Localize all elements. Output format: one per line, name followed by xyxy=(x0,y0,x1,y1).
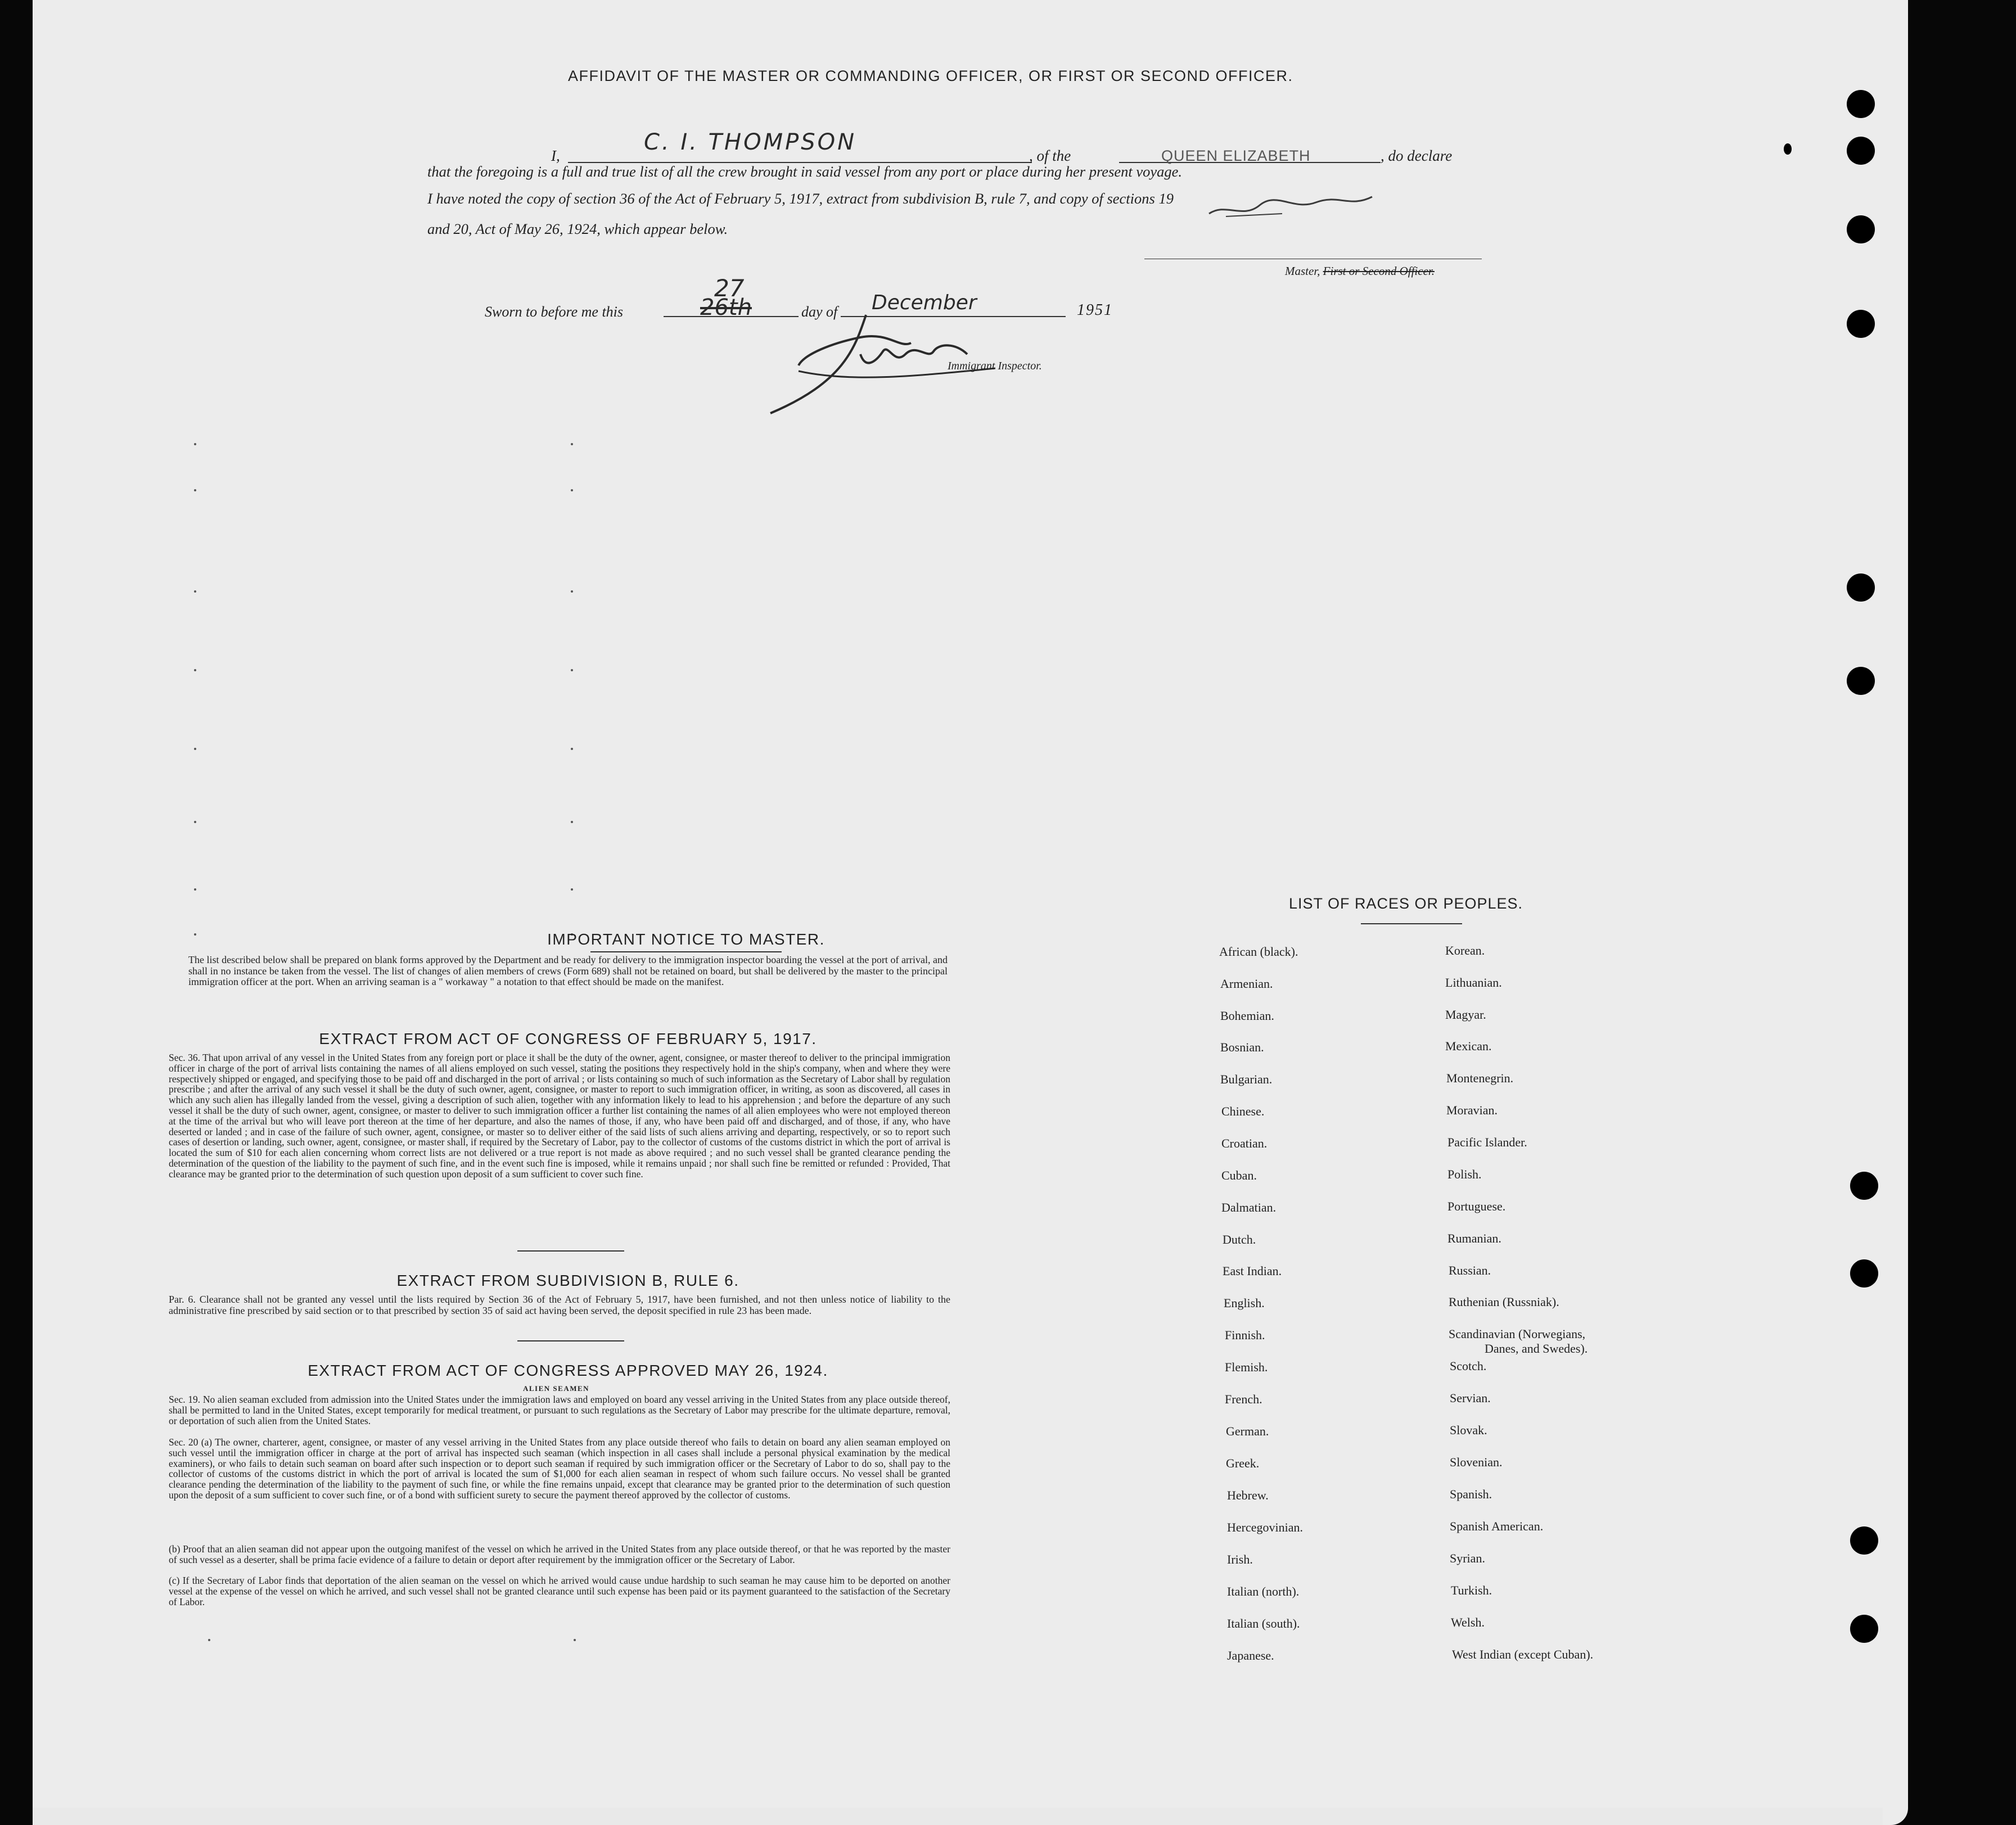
vessel-name: QUEEN ELIZABETH xyxy=(1161,147,1311,164)
master-caption xyxy=(1285,264,1435,278)
race-item: Magyar. xyxy=(1445,1008,1486,1022)
race-item: Slovak. xyxy=(1450,1423,1487,1437)
affidavit-line-2: that the foregoing is a full and true list of all the crew brought in said vessel from any port or place during her present voyage. xyxy=(427,163,1183,180)
document-sheet-edge xyxy=(33,1808,1883,1825)
guide-dot xyxy=(571,821,573,823)
affidavit-title: AFFIDAVIT OF THE MASTER OR COMMANDING OFFICER, OR FIRST OR SECOND OFFICER. xyxy=(568,67,1293,84)
race-item: Slovenian. xyxy=(1450,1455,1503,1469)
notice-heading-rule xyxy=(590,951,782,952)
race-item-continuation: Danes, and Swedes). xyxy=(1485,1341,1588,1356)
guide-dot xyxy=(571,888,573,891)
affidavit-of-the: , of the xyxy=(1029,147,1071,164)
extract-1924-sec20a: Sec. 20 (a) The owner, charterer, agent, consignee, or master of any vessel arriving in the United States from any place outside thereof who fails to detain on board any alien seaman employed on such vessel until the immigration officer in charge at the port of arrival has inspected such seaman (which inspection in all cases shall include a personal physical examination by the medical examiners), or who fails to detain such seaman on board after such inspection or to deport such seaman if required by such immigration officer or the Secretary of Labor to do so, shall pay to the collector of customs of the customs district in which the port of arrival is located the sum of $1,000 for each alien seaman in respect of whom such failure occurs. No vessel shall be granted clearance pending the determination of the liability to the payment of such fine, or while the fine remains unpaid, except that clearance may be granted prior to the determination of such question upon the deposit of a sum sufficient to cover such fine, or of a bond with sufficient surety to secure the payment thereof approved by the collector of customs. xyxy=(169,1436,950,1501)
affidavit-line-4: and 20, Act of May 26, 1924, which appear below. xyxy=(427,220,728,237)
punch-hole xyxy=(1847,137,1875,165)
master-name: C. I. THOMPSON xyxy=(644,129,857,155)
punch-hole xyxy=(1850,1526,1878,1555)
extract-1924-sec20c: (c) If the Secretary of Labor finds that deportation of the alien seaman on the vessel on which he arrived would cause undue hardship to such seaman he may cause him to be deported on another vessel at the expense of the vessel on which he arrived, and such vessel shall not be granted clearance until such expense has been paid or its payment guaranteed to the satisfaction of the Secretary of Labor. xyxy=(169,1575,950,1607)
race-item: Dutch. xyxy=(1223,1232,1256,1246)
race-item: Turkish. xyxy=(1451,1583,1492,1597)
guide-dot xyxy=(571,748,573,750)
race-item: Rumanian. xyxy=(1447,1231,1501,1245)
race-item: Hebrew. xyxy=(1227,1488,1269,1502)
sworn-month: December xyxy=(872,291,977,314)
master-caption-label: Master, xyxy=(1285,264,1320,278)
extract-1917-heading: EXTRACT FROM ACT OF CONGRESS OF FEBRUARY 5, 1917. xyxy=(319,1030,817,1047)
race-item: Japanese. xyxy=(1227,1648,1274,1663)
extract-1924-sec19: Sec. 19. No alien seaman excluded from admission into the United States under the immigration laws and employed on board any vessel arriving in the United States from any place outside thereof, shall be permitted to land in the United States, except temporarily for medical treatment, or pursuant to such regulations as the Secretary of Labor may prescribe for the ultimate departure, removal, or deportation of such alien from the United States. xyxy=(169,1394,950,1426)
race-item: Welsh. xyxy=(1451,1615,1485,1629)
punch-hole xyxy=(1850,1259,1878,1288)
ink-mark xyxy=(1784,143,1792,155)
race-item: Polish. xyxy=(1447,1167,1482,1181)
extract-1924-sec20b: (b) Proof that an alien seaman did not appear upon the outgoing manifest of the vessel on which he arrived in the United States from any place outside thereof, or that he was reported by the master of such vessel as a deserter, shall be prima facie evidence of a failure to detain or deport after requirement by the immigration officer or the Secretary of Labor. xyxy=(169,1543,950,1565)
guide-dot xyxy=(571,489,573,491)
race-item: Ruthenian (Russniak). xyxy=(1449,1295,1559,1309)
subdivision-body: Par. 6. Clearance shall not be granted any vessel until the lists required by Section 36 of the Act of February 5, 1917, have been furnished, and not then unless notice of liability to the administrative fine prescribed by said section or to that prescribed by section 35 of said act having been served, the deposit specified in rule 23 has been made. xyxy=(169,1294,950,1316)
guide-dot xyxy=(194,888,196,891)
race-item: African (black). xyxy=(1219,945,1298,959)
affidavit-do-declare: , do declare xyxy=(1381,147,1453,164)
race-item: Bulgarian. xyxy=(1220,1072,1273,1086)
punch-hole xyxy=(1847,667,1875,695)
race-item: Scandinavian (Norwegians, xyxy=(1449,1327,1586,1341)
race-item: Scotch. xyxy=(1450,1359,1487,1373)
affidavit-i-label: I, xyxy=(551,147,560,164)
race-item: Bohemian. xyxy=(1220,1009,1274,1023)
sworn-day-struck: 26th xyxy=(700,295,752,320)
guide-dot xyxy=(194,590,196,593)
race-item: East Indian. xyxy=(1223,1264,1282,1278)
race-item: Irish. xyxy=(1227,1552,1253,1566)
guide-dot xyxy=(571,590,573,593)
punch-hole xyxy=(1847,90,1875,118)
alien-seamen-subheading: ALIEN SEAMEN xyxy=(523,1384,590,1393)
race-item: Moravian. xyxy=(1446,1103,1498,1117)
guide-dot xyxy=(194,489,196,491)
punch-hole xyxy=(1850,1615,1878,1643)
race-item: Korean. xyxy=(1445,943,1485,957)
race-item: Italian (north). xyxy=(1227,1584,1300,1598)
race-item: Portuguese. xyxy=(1447,1199,1506,1213)
section-divider xyxy=(517,1250,624,1252)
race-item: Finnish. xyxy=(1225,1328,1265,1342)
race-item: French. xyxy=(1225,1392,1262,1406)
guide-dot xyxy=(194,821,196,823)
race-item: Servian. xyxy=(1450,1391,1491,1405)
extract-1917-body: Sec. 36. That upon arrival of any vessel in the United States from any foreign port or place it shall be the duty of the owner, agent, consignee, or master thereof to deliver to the principal immigration officer in charge of the port of arrival lists containing the names of all aliens employed on such vessel, stating the positions they respectively hold in the ship's company, when and where they were respectively shipped or engaged, and specifying those to be paid off and discharged in the port of arrival ; or lists containing so much of such information as the Secretary of Labor shall by regulation prescribe ; and after the arrival of any such vessel it shall be the duty of such owner, agent, consignee, or master to report to such immigration officer, in writing, as soon as discovered, all cases in which any such alien has illegally landed from the vessel, giving a description of such alien, together with any information likely to lead to his apprehension ; and before the departure of any such vessel it shall be the duty of such owner, agent, consignee, or master to deliver to such immigration officer a further list containing the names of all alien employees who were not employed thereon at the time of the arrival but who will leave port thereon at the time of her departure, and also the names of those, if any, who have been paid off and discharged, and of those, if any, who have deserted or landed ; and in case of the failure of such owner, agent, consignee, or master so to deliver either of the said lists of such aliens arriving and departing, respectively, or so to report such cases of desertion or landing, such owner, agent, consignee, or master shall, if required by the Secretary of Labor, pay to the collector of customs of the customs district in which the port of arrival is located the sum of $10 for each alien concerning whom correct lists are not delivered or a true report is not made as above required ; and no such vessel shall be granted clearance pending the determination of the question of the liability to the payment of such fine, and in the event such fine is imposed, while it remains unpaid ; nor shall such fine be remitted or refunded : Provided, That clearance may be granted prior to the determination of such question upon deposit of a sum sufficient to cover such fine. xyxy=(169,1052,950,1180)
subdivision-heading: EXTRACT FROM SUBDIVISION B, RULE 6. xyxy=(396,1272,739,1289)
guide-dot xyxy=(571,669,573,671)
race-item: Italian (south). xyxy=(1227,1616,1300,1630)
notice-heading: IMPORTANT NOTICE TO MASTER. xyxy=(547,930,825,948)
extract-1924-heading: EXTRACT FROM ACT OF CONGRESS APPROVED MAY 26, 1924. xyxy=(308,1362,828,1379)
race-item: Dalmatian. xyxy=(1221,1200,1277,1214)
guide-dot xyxy=(208,1639,210,1641)
race-item: Spanish American. xyxy=(1450,1519,1544,1533)
race-item: Croatian. xyxy=(1221,1136,1268,1150)
punch-hole xyxy=(1847,215,1875,243)
section-divider xyxy=(517,1340,624,1341)
master-caption-struck: First or Second Officer. xyxy=(1323,264,1435,278)
races-heading-rule xyxy=(1361,923,1462,924)
guide-dot xyxy=(194,748,196,750)
race-item: Spanish. xyxy=(1450,1487,1492,1501)
punch-hole xyxy=(1850,1172,1878,1200)
race-item: Mexican. xyxy=(1445,1039,1492,1053)
punch-hole xyxy=(1847,573,1875,602)
guide-dot xyxy=(574,1639,576,1641)
race-item: Flemish. xyxy=(1225,1360,1268,1374)
race-item: Bosnian. xyxy=(1220,1040,1264,1054)
race-item: Chinese. xyxy=(1221,1104,1265,1118)
race-item: Lithuanian. xyxy=(1445,975,1502,990)
race-item: Cuban. xyxy=(1221,1168,1257,1182)
race-item: Hercegovinian. xyxy=(1227,1520,1303,1534)
inspector-caption: Immigrant Inspector. xyxy=(948,360,1042,372)
race-item: West Indian (except Cuban). xyxy=(1452,1647,1594,1661)
race-item: English. xyxy=(1224,1296,1265,1310)
sworn-day-corrected: 27 xyxy=(714,274,745,302)
notice-body: The list described below shall be prepared on blank forms approved by the Department and be ready for delivery to the immigration inspector boarding the vessel at the port of arrival, and shall in no instance be taken from the vessel. The list of changes of alien members of crews (Form 689) shall not be retained on board, but shall be delivered by the master to the principal immigration officer at the port. When an arriving seaman is a " workaway " a notation to that effect should be made on the manifest. xyxy=(188,954,948,987)
guide-dot xyxy=(194,933,196,936)
race-item: Syrian. xyxy=(1450,1551,1485,1565)
sworn-prefix: Sworn to before me this xyxy=(485,304,624,320)
race-item: Pacific Islander. xyxy=(1447,1135,1527,1149)
race-item: German. xyxy=(1226,1424,1269,1438)
race-item: Montenegrin. xyxy=(1446,1071,1514,1085)
sworn-day-of: day of xyxy=(801,304,838,320)
sworn-year: 1951 xyxy=(1077,301,1113,319)
guide-dot xyxy=(194,443,196,445)
margin-scribble xyxy=(1203,186,1383,231)
affidavit-line-3: I have noted the copy of section 36 of the Act of February 5, 1917, extract from subdivision B, rule 7, and copy of sections 19 xyxy=(427,190,1174,207)
guide-dot xyxy=(571,443,573,445)
guide-dot xyxy=(194,669,196,671)
races-heading: LIST OF RACES OR PEOPLES. xyxy=(1288,895,1523,912)
race-item: Armenian. xyxy=(1220,977,1273,991)
punch-hole xyxy=(1847,310,1875,338)
race-item: Russian. xyxy=(1449,1263,1491,1277)
race-item: Greek. xyxy=(1226,1456,1260,1470)
